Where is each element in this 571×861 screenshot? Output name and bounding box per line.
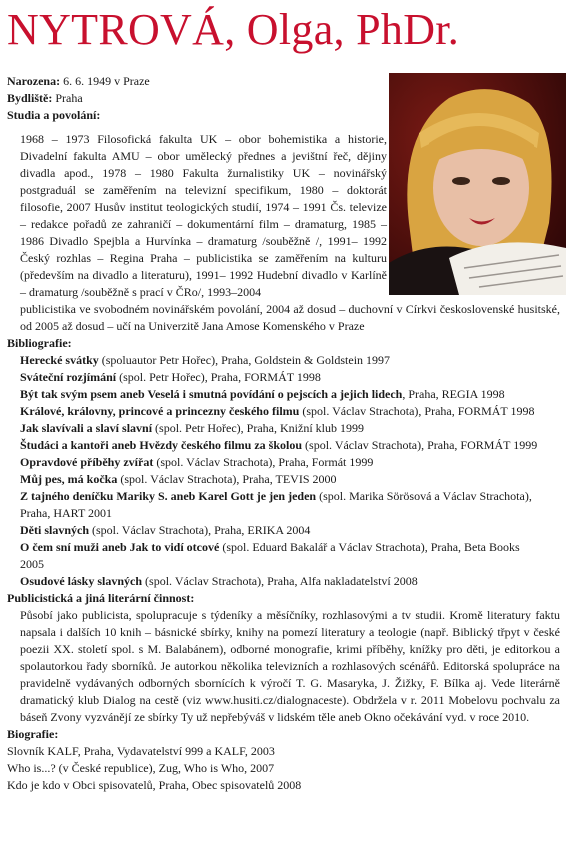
bibliography-entry bbox=[7, 403, 567, 420]
bibliography-entry bbox=[7, 454, 567, 471]
publicistic-heading: Publicistická a jiná literární činnost: bbox=[7, 591, 195, 605]
born-value: 6. 6. 1949 v Praze bbox=[60, 74, 150, 88]
book-title: Být tak svým psem aneb Veselá i smutná povídání o pejscích a jejich lidech bbox=[20, 387, 403, 401]
book-details: (spol. Marika Sörösová a Václav Strachota), bbox=[316, 489, 532, 503]
book-title: Děti slavných bbox=[20, 523, 89, 537]
bibliography-entry bbox=[7, 352, 567, 369]
residence-value: Praha bbox=[52, 91, 83, 105]
born-label: Narozena: bbox=[7, 74, 61, 88]
book-title: Králové, královny, princové a princezny českého filmu bbox=[20, 404, 300, 418]
biography-entry: Slovník KALF, Praha, Vydavatelství 999 a KALF, 2003 bbox=[7, 744, 275, 758]
book-details-continued: Praha, HART 2001 bbox=[20, 506, 113, 520]
studies-heading: Studia a povolání: bbox=[7, 108, 101, 122]
book-details: , Praha, REGIA 1998 bbox=[402, 387, 505, 401]
book-details: (spol. Eduard Bakalář a Václav Strachota), Praha, Beta Books bbox=[219, 540, 520, 554]
bibliography-entry bbox=[7, 522, 567, 539]
book-title: Sváteční rozjímání bbox=[20, 370, 117, 384]
book-details: (spol. Václav Strachota), Praha, Formát 1999 bbox=[153, 455, 374, 469]
bibliography-entry bbox=[7, 386, 567, 403]
biography-entry: Kdo je kdo v Obci spisovatelů, Praha, Obec spisovatelů 2008 bbox=[7, 778, 302, 792]
book-title: Můj pes, má kočka bbox=[20, 472, 118, 486]
bibliography-entry bbox=[7, 573, 567, 590]
book-details: (spol. Václav Strachota), Praha, ERIKA 2004 bbox=[89, 523, 311, 537]
bibliography-entry bbox=[7, 488, 567, 505]
bibliography-heading: Bibliografie: bbox=[7, 336, 72, 350]
bibliography-entry bbox=[7, 369, 567, 386]
bibliography-entry bbox=[7, 471, 567, 488]
book-title: Študáci a kantoři aneb Hvězdy českého filmu za školou bbox=[20, 438, 303, 452]
page-title: NYTROVÁ, Olga, PhDr. bbox=[7, 5, 460, 54]
book-title: Osudové lásky slavných bbox=[20, 574, 143, 588]
book-details: (spol. Václav Strachota), Praha, FORMÁT 1998 bbox=[299, 404, 535, 418]
book-details: (spoluautor Petr Hořec), Praha, Goldstein & Goldstein 1997 bbox=[98, 353, 391, 367]
residence-row bbox=[7, 90, 567, 107]
studies-text: 1968 – 1973 Filosofická fakulta UK – obor bohemistika a historie, Divadelní fakulta AMU – obor umělecký přednes a jevištní řeč, dějiny divadla apod., 1978 – 1980 Fakulta žurnalistiky UK – novinářský postgraduál se zaměřením na televizní specifikum, 1980 – doktorát filosofie, 2007 Husův institut teologických studií, 1974 – 1991 Čs. televize – redakce pořadů ze zahraničí – dokumentární film – dramaturg, 1985 – 1986 Divadlo Spejbla a Hurvínka – dramaturg /souběžně /, 1991– 1992 Český rozhlas – Regina Praha – publicistika se zaměřením na kulturu (především na divadlo a literaturu), 1991– 1992 Hudební divadlo v Karlíně – dramaturg /souběžně s prací v ČRo/, 1993–2004 bbox=[20, 132, 387, 299]
book-details: (spol. Petr Hořec), Praha, Knižní klub 1999 bbox=[152, 421, 364, 435]
bibliography-entry bbox=[7, 437, 567, 454]
book-details-continued: 2005 bbox=[20, 557, 44, 571]
publicistic-text: Působí jako publicista, spolupracuje s týdeníky a měsíčníky, rozhlasovými a tv studii. Kromě literatury faktu napsala i dalších 10 knih – básnické sbírky, knihy na pomezí literatury a teologie (např. Biblický třpyt v české poezii XX. století spol. s M. Balabánem), odborné monografie, krimi příběhy, knížky pro děti, je editorkou a spolautorkou řady sborníků. Je autorkou několika televizních a rozhlasových scénářů. Editorská spolupráce na pravidelně vydávaných odborných sbornících k výročí T. G. Masaryka, J. Žižky, F. Bílka aj. Vede literárně dramatický klub Dialog na cestě (viz www.husiti.cz/dialognaceste). Obdržela v r. 2011 Mobelovu pochvalu za báseň Zvony vyzvánějí ze sbírky Ty už nepřebýváš v lidském těle aneb Okno očekávání vyd. v roce 2010. bbox=[20, 608, 560, 724]
biography-body bbox=[7, 73, 567, 794]
book-title: Opravdové příběhy zvířat bbox=[20, 455, 154, 469]
book-title: Herecké svátky bbox=[20, 353, 99, 367]
book-title: Jak slavívali a slaví slavní bbox=[20, 421, 153, 435]
bibliography-entry bbox=[7, 539, 567, 556]
born-row bbox=[7, 73, 567, 90]
book-details: (spol. Václav Strachota), Praha, TEVIS 2000 bbox=[117, 472, 337, 486]
biography-list bbox=[7, 743, 567, 794]
book-details: (spol. Václav Strachota), Praha, FORMÁT 1999 bbox=[302, 438, 538, 452]
residence-label: Bydliště: bbox=[7, 91, 53, 105]
book-details: (spol. Petr Hořec), Praha, FORMÁT 1998 bbox=[116, 370, 321, 384]
biography-entry: Who is...? (v České republice), Zug, Who is Who, 2007 bbox=[7, 761, 275, 775]
book-details: (spol. Václav Strachota), Praha, Alfa nakladatelství 2008 bbox=[142, 574, 418, 588]
book-title: Z tajného deníčku Mariky S. aneb Karel Gott je jen jeden bbox=[20, 489, 317, 503]
book-title: O čem sní muži aneb Jak to vidí otcové bbox=[20, 540, 220, 554]
biography-heading: Biografie: bbox=[7, 727, 59, 741]
studies-text-continued: publicistika ve svobodném novinářském povolání, 2004 až dosud – duchovní v Církvi československé husitské, od 2005 až dosud – učí na Univerzitě Jana Amose Komenského v Praze bbox=[20, 302, 560, 333]
bibliography-list bbox=[7, 352, 567, 590]
bibliography-entry bbox=[7, 420, 567, 437]
